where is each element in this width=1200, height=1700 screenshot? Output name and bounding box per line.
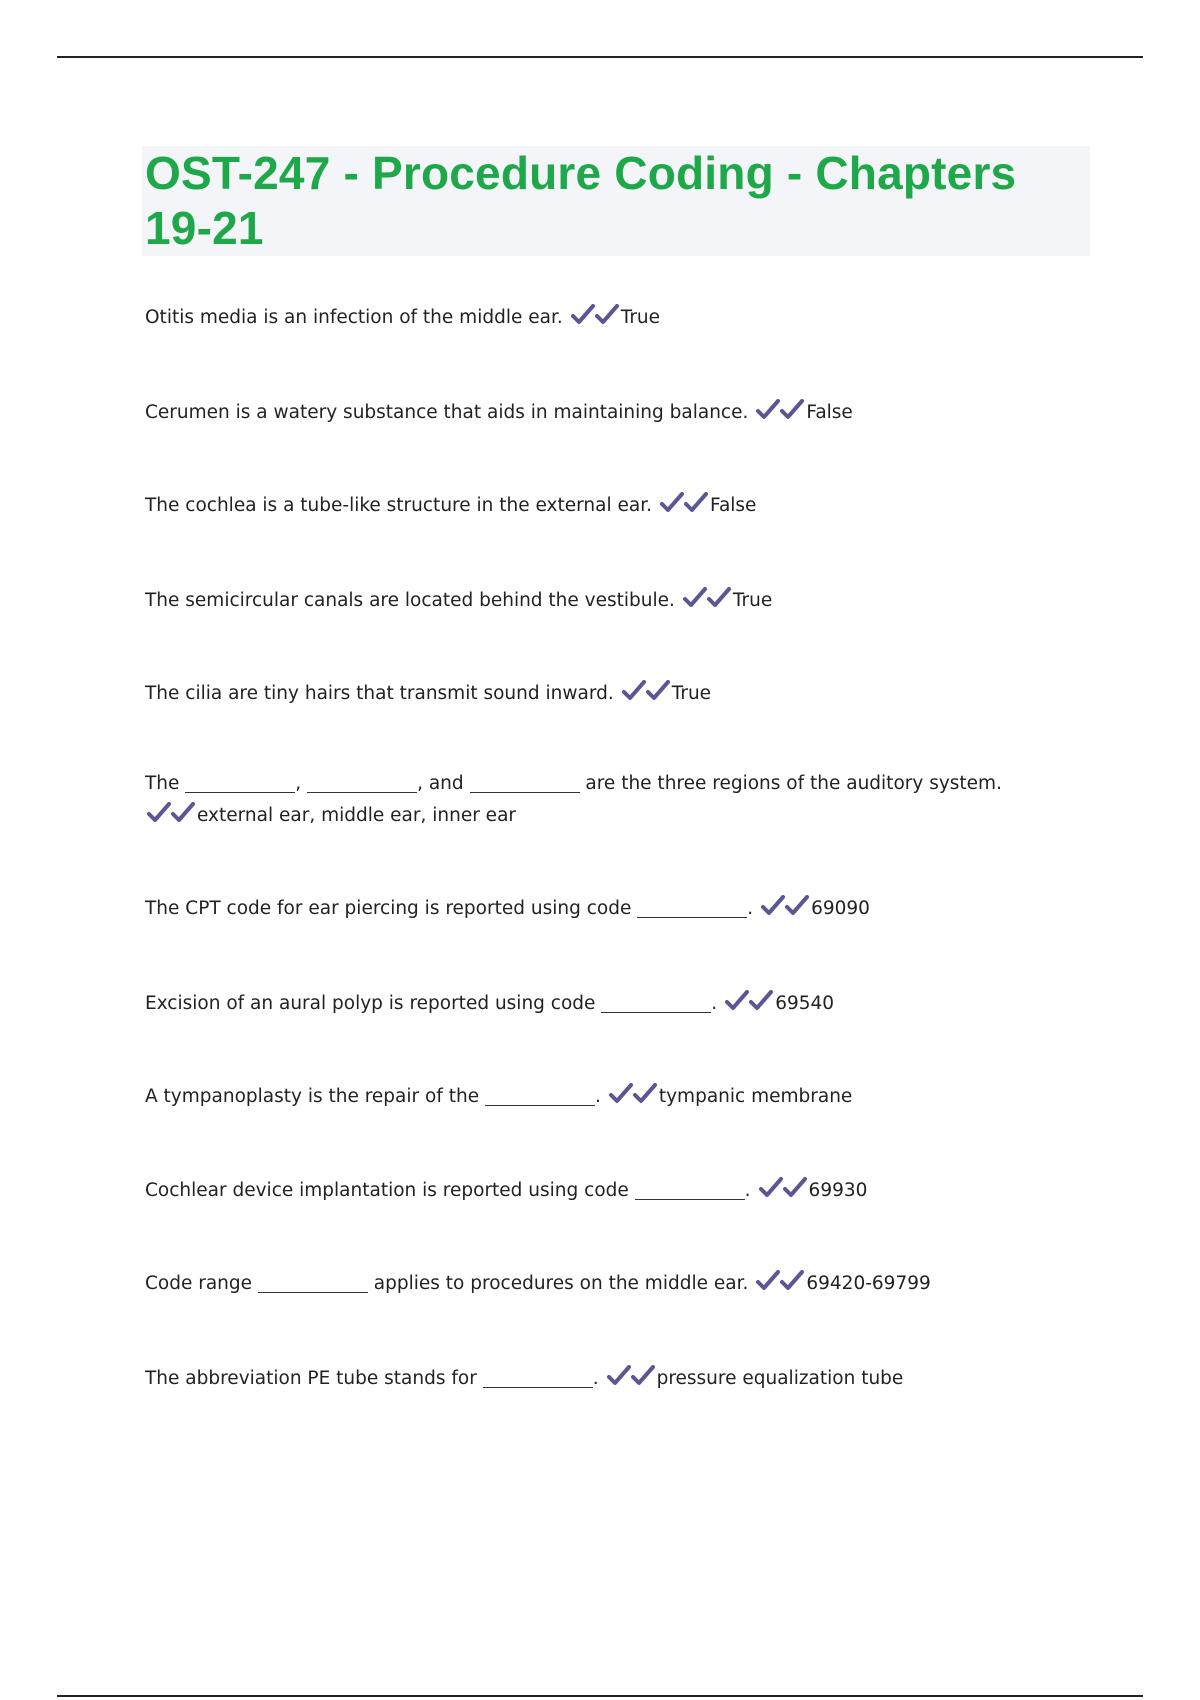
check-icon (761, 895, 785, 917)
check-icon (646, 680, 670, 702)
question-text: . (592, 1368, 599, 1389)
check-icon (756, 1270, 780, 1292)
question-item (145, 893, 1045, 928)
double-check-icons (683, 587, 731, 620)
check-icon (595, 304, 619, 326)
check-icon (759, 1177, 783, 1199)
check-icon (780, 1270, 804, 1292)
question-item (145, 768, 1045, 835)
check-icon (609, 1083, 633, 1105)
question-text: Cerumen is a watery substance that aids in maintaining balance. (145, 402, 749, 423)
answer-text: True (620, 307, 661, 328)
check-icon (571, 304, 595, 326)
answer-blank (307, 772, 417, 793)
answer-blank (635, 1179, 745, 1200)
question-text: , (295, 773, 308, 794)
bottom-rule (57, 1695, 1143, 1697)
double-check-icons (756, 399, 804, 432)
question-item (145, 1363, 1045, 1398)
question-item (145, 678, 1045, 713)
check-icon (633, 1083, 657, 1105)
double-check-icons (571, 304, 619, 337)
check-icon (683, 587, 707, 609)
question-text: . (711, 993, 718, 1014)
question-text: . (747, 898, 754, 919)
check-icon (725, 990, 749, 1012)
double-check-icons (756, 1270, 804, 1303)
answer-text: 69090 (811, 898, 870, 919)
check-icon (171, 802, 195, 824)
answer-blank (637, 897, 747, 918)
answer-text: external ear, middle ear, inner ear (197, 805, 517, 826)
answer-blank (258, 1272, 368, 1293)
answer-text: pressure equalization tube (656, 1368, 904, 1389)
check-icon (785, 895, 809, 917)
check-icon (622, 680, 646, 702)
question-text: . (744, 1180, 751, 1201)
question-text: Cochlear device implantation is reported using code (145, 1180, 635, 1201)
question-text: The (145, 773, 186, 794)
answer-text: False (806, 402, 853, 423)
check-icon (749, 990, 773, 1012)
question-text: The CPT code for ear piercing is reported using code (145, 898, 638, 919)
question-item (145, 988, 1045, 1023)
double-check-icons (725, 990, 773, 1023)
question-text: A tympanoplasty is the repair of the (145, 1086, 485, 1107)
top-rule (57, 56, 1143, 58)
question-text: Excision of an aural polyp is reported using code (145, 993, 602, 1014)
check-icon (707, 587, 731, 609)
question-item (145, 490, 1045, 525)
double-check-icons (609, 1083, 657, 1116)
question-text: Otitis media is an infection of the middle ear. (145, 307, 563, 328)
double-check-icons (759, 1177, 807, 1210)
question-text: . (594, 1086, 601, 1107)
answer-blank (470, 772, 580, 793)
question-text: The cochlea is a tube-like structure in the external ear. (145, 495, 652, 516)
double-check-icons (622, 680, 670, 713)
question-item (145, 397, 1045, 432)
answer-text: 69930 (808, 1180, 868, 1201)
question-item (145, 585, 1045, 620)
question-text: are the three regions of the auditory system. (579, 773, 1002, 794)
question-text: applies to procedures on the middle ear. (367, 1273, 749, 1294)
double-check-icons (660, 492, 708, 525)
answer-text: 69540 (775, 993, 835, 1014)
check-icon (147, 802, 171, 824)
answer-text: 69420-69799 (806, 1273, 931, 1294)
check-icon (607, 1365, 631, 1387)
answer-text: tympanic membrane (658, 1086, 853, 1107)
answer-blank (601, 992, 711, 1013)
check-icon (631, 1365, 655, 1387)
question-text: Code range (145, 1273, 258, 1294)
question-text: The abbreviation PE tube stands for (145, 1368, 483, 1389)
answer-blank (483, 1367, 593, 1388)
answer-text: False (710, 495, 757, 516)
check-icon (684, 492, 708, 514)
answer-text: True (671, 683, 712, 704)
check-icon (783, 1177, 807, 1199)
answer-blank (185, 772, 295, 793)
document-title: OST-247 - Procedure Coding - Chapters 19-21 (145, 147, 1017, 254)
question-text: The semicircular canals are located behind the vestibule. (145, 590, 675, 611)
check-icon (756, 399, 780, 421)
question-item (145, 302, 1045, 337)
check-icon (660, 492, 684, 514)
double-check-icons (761, 895, 809, 928)
question-text: , and (417, 773, 470, 794)
answer-blank (485, 1085, 595, 1106)
double-check-icons (147, 802, 195, 835)
question-item (145, 1081, 1045, 1116)
check-icon (780, 399, 804, 421)
question-item (145, 1268, 1045, 1303)
double-check-icons (607, 1365, 655, 1398)
question-item (145, 1175, 1045, 1210)
answer-text: True (732, 590, 773, 611)
question-text: The cilia are tiny hairs that transmit sound inward. (145, 683, 614, 704)
